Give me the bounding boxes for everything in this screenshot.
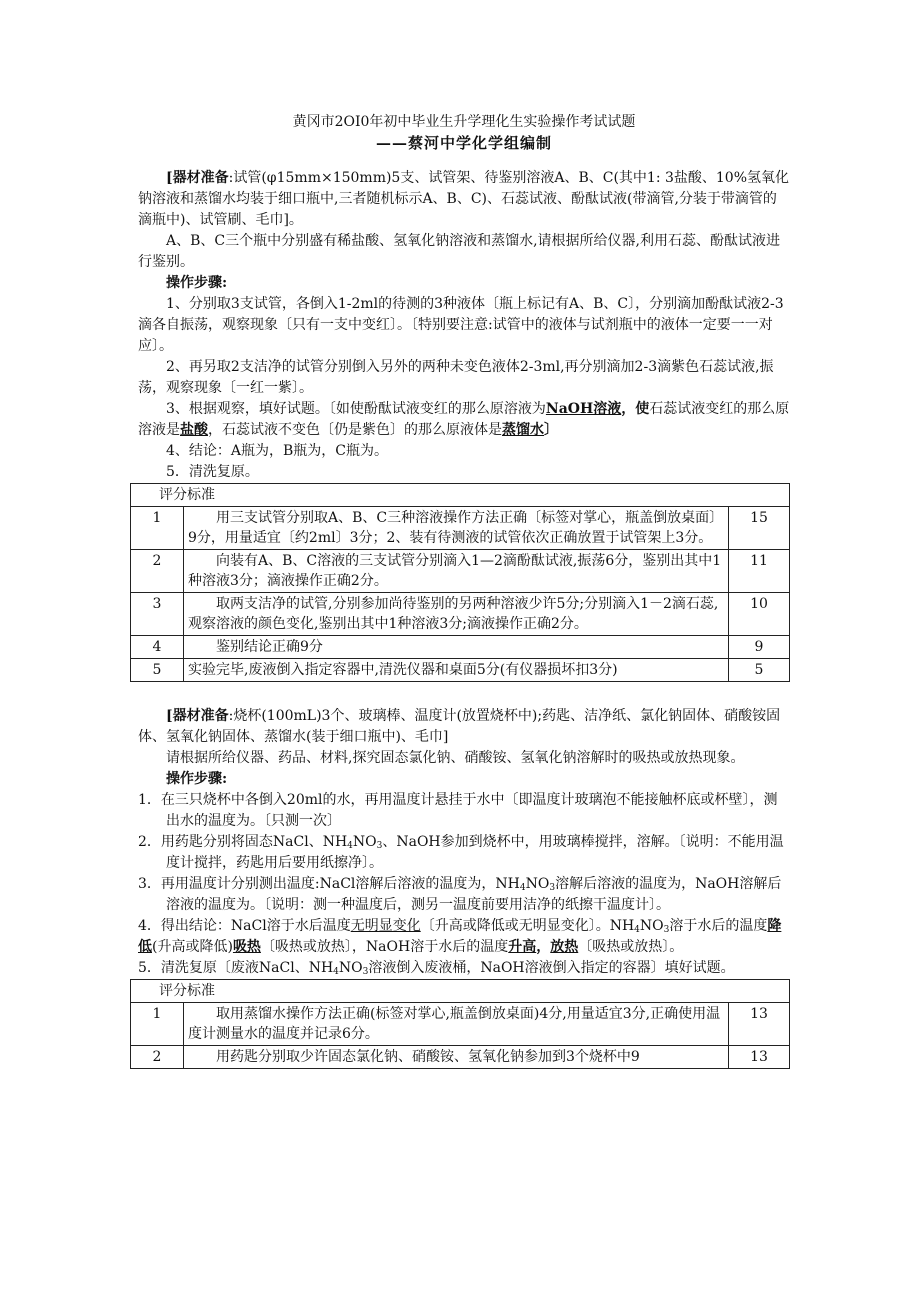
row-number: 1 (131, 1003, 184, 1046)
exp1-step3-text-c: 石蕊试液变红的那么原溶液是 (138, 401, 790, 438)
table-header: 评分标准 (131, 980, 790, 1003)
table-header-row (131, 980, 790, 1003)
exp1-step3 (138, 399, 790, 441)
exp1-equipment (138, 168, 790, 231)
exp2-intro: 请根据所给仪器、药品、材料,探究固态氯化钠、硝酸铵、氢氧化钠溶解时的吸热或放热现象。 (166, 750, 745, 766)
row-points: 13 (729, 1046, 790, 1069)
exp2-score-table (130, 979, 790, 1069)
table-header-row (131, 484, 790, 507)
subscript: 4 (347, 841, 353, 851)
exp1-step2: 2、再另取2支洁净的试管分别倒入另外的两种未变色液体2-3ml,再分别滴加2-3滴紫色石蕊试液,振荡，观察现象〔一红一紫〕。 (138, 359, 774, 396)
exp2-equipment (138, 706, 790, 748)
exp1-step5: 5．清洗复原。 (166, 464, 259, 480)
exp2-step4-text-e: (升高或降低) (152, 939, 233, 955)
exp1-steps-label: 操作步骤: (166, 275, 228, 291)
exp2-step3 (138, 874, 790, 916)
subscript: 3 (549, 883, 556, 893)
table-header: 评分标准 (131, 484, 790, 507)
exp2-answer-decrease: 降低 (138, 918, 782, 955)
exp2-step2 (138, 832, 790, 874)
section-spacer (138, 682, 790, 706)
subscript: 3 (362, 967, 369, 977)
table-row (131, 636, 790, 659)
exp2-step2-text-b: NO (352, 834, 377, 850)
row-description: 取两支洁净的试管,分别参加尚待鉴别的另两种溶液少许5分;分别滴入1－2滴石蕊,观察溶液的颜色变化,鉴别出其中1种溶液3分;滴液操作正确2分。 (184, 593, 729, 636)
subscript: 4 (333, 967, 339, 977)
exp2-answer-nacl: 无明显变化 (350, 918, 421, 934)
exp1-score-table (130, 483, 790, 682)
document-subtitle: ——蔡河中学化学组编制 (375, 134, 552, 152)
row-number: 2 (131, 550, 184, 593)
exp2-step4-text-a: 4．得出结论：NaCl溶于水后温度 (138, 918, 351, 934)
row-number: 3 (131, 593, 184, 636)
exp2-step2-text-a: 2．用药匙分别将固态NaCl、NH (138, 834, 348, 850)
exp2-step4-text-h: 〔吸热或放热〕。 (578, 939, 684, 955)
row-description: 用三支试管分别取A、B、C三种溶液操作方法正确〔标签对掌心，瓶盖倒放桌面〕9分，用量适宜〔约2ml〕3分；2、装有待测液的试管依次正确放置于试管架上3分。 (184, 507, 729, 550)
row-points: 5 (729, 659, 790, 682)
exp2-step5-text-b: NO (338, 960, 363, 976)
exp2-answer-exothermic: 放热 (550, 939, 579, 955)
exp1-step3-text-e: 〕 (544, 422, 558, 438)
exp1-step1: 1、分别取3支试管，各倒入1-2ml的待测的3种液体〔瓶上标记有A、B、C〕，分别滴加酚酞试液2-3滴各自振荡，观察现象〔只有一支中变红〕。〔特别要注意:试管中的液体与试剂瓶中的液体一定要一一对应〕。 (138, 296, 784, 354)
exp1-answer-naoh: NaOH溶液 (545, 401, 622, 417)
exp2-step4 (138, 916, 790, 958)
subscript: 3 (376, 841, 383, 851)
exp2-equipment-text: :烧杯(100mL)3个、玻璃棒、温度计(放置烧杯中);药匙、洁净纸、氯化钠固体、硝酸铵固体、氢氧化钠固体、蒸馏水(装于细口瓶中)、毛巾] (138, 708, 781, 745)
table-row (131, 507, 790, 550)
row-number: 2 (131, 1046, 184, 1069)
row-points: 10 (729, 593, 790, 636)
exp1-step3-text-a: 3、根据观察，填好试题。〔如使酚酞试液变红的那么原溶液为 (166, 401, 546, 417)
subscript: 4 (519, 883, 526, 893)
table-row (131, 1046, 790, 1069)
row-points: 15 (729, 507, 790, 550)
exp2-answer-increase: 升高 (508, 939, 537, 955)
exp1-intro: A、B、C三个瓶中分别盛有稀盐酸、氢氧化钠溶液和蒸馏水,请根据所给仪器,利用石蕊、酚酞试液进行鉴别。 (138, 233, 781, 270)
exp1-step3-text-b: ，使 (621, 401, 650, 417)
row-points: 11 (729, 550, 790, 593)
row-points: 13 (729, 1003, 790, 1046)
row-description: 向装有A、B、C溶液的三支试管分别滴入1—2滴酚酞试液,振荡6分，鉴别出其中1种溶液3分；滴液操作正确2分。 (184, 550, 729, 593)
subscript: 4 (634, 925, 640, 935)
document-title: 黄冈市2OI0年初中毕业生升学理化生实验操作考试试题 (292, 114, 636, 130)
row-number: 1 (131, 507, 184, 550)
exp2-answer-endothermic: 吸热 (232, 939, 261, 955)
exp2-step1: 1．在三只烧杯中各倒入20ml的水，再用温度计悬挂于水中〔即温度计玻璃泡不能接触杯底或杯壁〕，测出水的温度为。〔只测一次〕 (138, 792, 778, 829)
table-row (131, 593, 790, 636)
row-description: 用药匙分别取少许固态氯化钠、硝酸铵、氢氧化钠参加到3个烧杯中9 (184, 1046, 729, 1069)
table-row (131, 659, 790, 682)
row-points: 9 (729, 636, 790, 659)
row-number: 4 (131, 636, 184, 659)
exp1-answer-hcl: 盐酸 (180, 422, 208, 438)
exp2-step5 (138, 958, 790, 979)
exp2-step3-text-c: 溶解后溶液的温度为，NaOH溶解后溶液的温度为。〔说明：测一种温度后，测另一温度前要用洁净的纸擦干温度计〕。 (166, 876, 782, 913)
row-number: 5 (131, 659, 184, 682)
exp2-step4-text-f: 〔吸热或放热〕，NaOH溶于水后的温度 (260, 939, 509, 955)
exp1-step4: 4、结论：A瓶为，B瓶为，C瓶为。 (166, 443, 389, 459)
exp2-steps-label: 操作步骤: (166, 771, 228, 787)
table-row (131, 550, 790, 593)
document-content (138, 112, 790, 1069)
subscript: 3 (663, 925, 670, 935)
exp1-answer-water: 蒸馏水 (502, 422, 544, 438)
exp2-step5-text-a: 5．清洗复原〔废液NaCl、NH (138, 960, 334, 976)
row-description: 取用蒸馏水操作方法正确(标签对掌心,瓶盖倒放桌面)4分,用量适宜3分,正确使用温度计测量水的温度并记录6分。 (184, 1003, 729, 1046)
exp2-step4-text-d: 溶于水后的温度 (669, 918, 768, 934)
exp1-equipment-text: :试管(φ15mm×150mm)5支、试管架、待鉴别溶液A、B、C(其中1: 3盐酸、10%氢氧化钠溶液和蒸馏水均装于细口瓶中,三者随机标示A、B、C)、石蕊试液、酚酞试液(带滴管,分装于带滴管的滴瓶中)、试管刷、毛巾]。 (138, 170, 790, 228)
exp2-equipment-label: [器材准备 (166, 708, 229, 724)
exp2-step4-text-c: NO (639, 918, 664, 934)
row-description: 实验完毕,废液倒入指定容器中,清洗仪器和桌面5分(有仪器损坏扣3分) (184, 659, 729, 682)
exp2-step4-text-b: 〔升高或降低或无明显变化〕。NH (420, 918, 635, 934)
exp1-step3-text-d: ，石蕊试液不变色〔仍是紫色〕的那么原液体是 (208, 422, 502, 438)
exp2-step4-text-g: ， (536, 939, 551, 955)
exp2-step3-text-a: 3．再用温度计分别测出温度:NaCl溶解后溶液的温度为，NH (138, 876, 520, 892)
exp1-equipment-label: [器材准备 (166, 170, 229, 186)
row-description: 鉴别结论正确9分 (184, 636, 729, 659)
exp2-step5-text-c: 溶液倒入废液桶，NaOH溶液倒入指定的容器〕填好试题。 (368, 960, 735, 976)
table-row (131, 1003, 790, 1046)
exp2-step3-text-b: NO (525, 876, 550, 892)
exp2-step2-text-c: 、NaOH参加到烧杯中，用玻璃棒搅拌，溶解。〔说明：不能用温度计搅拌，药匙用后要用纸擦净〕。 (166, 834, 784, 871)
